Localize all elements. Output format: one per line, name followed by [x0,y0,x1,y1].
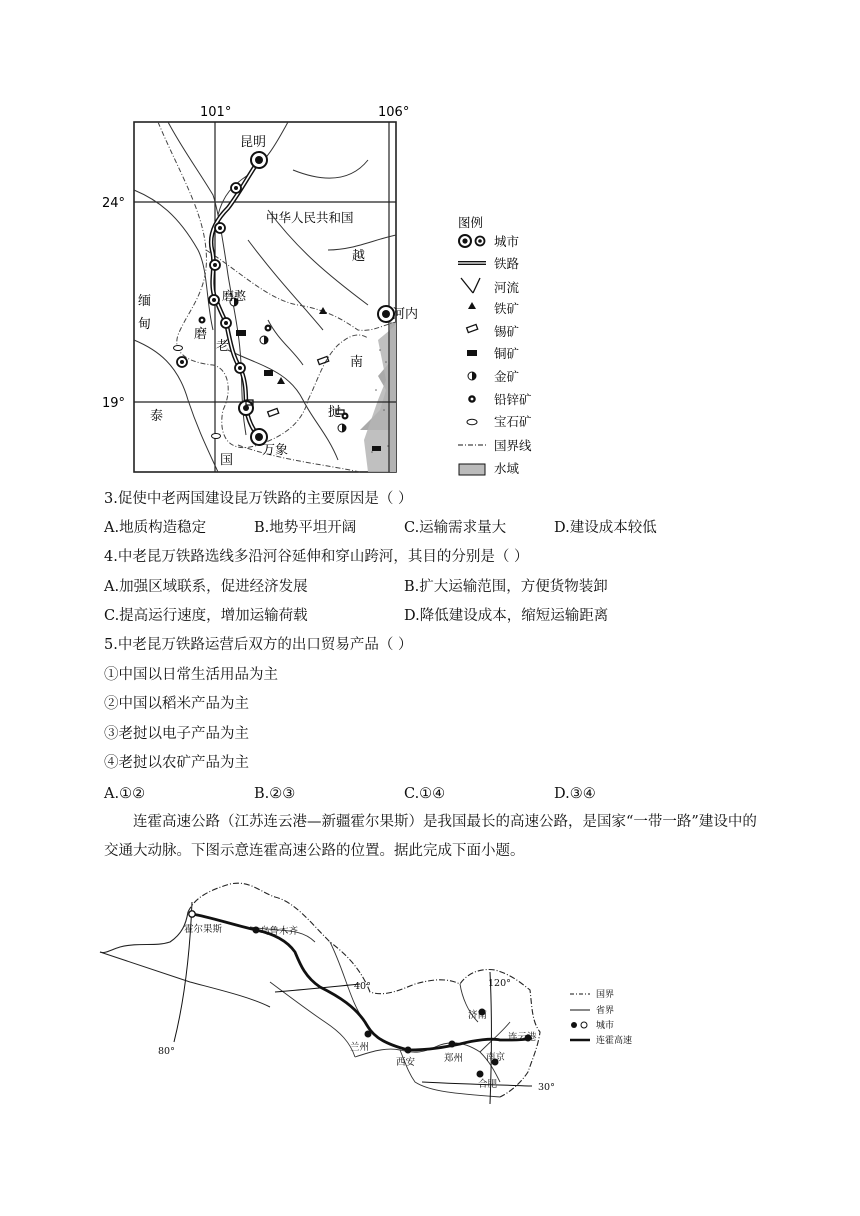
legend-river: 河流 [494,280,520,295]
label-wo: 挝 [328,405,342,420]
label-hanoi: 河内 [392,307,419,322]
legend-lead-zinc: 铅锌矿 [494,392,532,407]
question-3-stem: 3.促使中老两国建设昆万铁路的主要原因是（ ） [104,491,413,507]
label-vientiane: 万象 [262,443,289,458]
label-lianyungang: 连云港 [508,1032,537,1043]
label-yue: 越 [352,249,366,264]
label-nan: 南 [350,355,364,370]
label-prc: 中华人民共和国 [266,210,354,225]
label-mian: 缅 [138,294,152,309]
legend-expressway: 连霍高速 [596,1036,633,1046]
label-hefei: 合肥 [478,1079,498,1090]
legend-border: 国界线 [494,438,532,453]
q5-statement-1: ①中国以日常生活用品为主 [104,667,278,683]
legend-railway: 铁路 [494,256,520,271]
q5-statement-3: ③老挝以电子产品为主 [104,726,249,742]
q5-statement-2: ②中国以稻米产品为主 [104,696,249,712]
label-zhengzhou: 郑州 [444,1053,464,1064]
map1-legend [458,215,532,476]
lon-label-106: 106° [378,105,410,120]
lianhuo-intro-paragraph: 连霍高速公路（江苏连云港—新疆霍尔果斯）是我国最长的高速公路，是国家“一带一路”建设中的交通大动脉。下图示意连霍高速公路的位置。据此完成下面小题。 [104,814,757,859]
q3-option-a[interactable]: A.地质构造稳定 [104,520,207,536]
legend-gold: 金矿 [494,369,520,384]
label-kunming: 昆明 [240,135,267,150]
graticule-80: 80° [158,1046,175,1057]
q4-option-d[interactable]: D.降低建设成本，缩短运输距离 [404,608,609,624]
lon-label-101: 101° [200,105,232,120]
legend-iron: 铁矿 [494,301,520,316]
graticule-40: 40° [354,981,371,992]
legend-title: 图例 [458,215,484,230]
legend-water: 水域 [494,461,520,476]
q5-option-b[interactable]: B.②③ [254,786,296,802]
q4-option-b[interactable]: B.扩大运输范围，方便货物装卸 [404,579,608,595]
lianhuo-expressway-map [100,872,660,1112]
legend-city2: 城市 [596,1021,615,1031]
q5-option-c[interactable]: C.①④ [404,786,446,802]
q4-option-c[interactable]: C.提高运行速度，增加运输荷载 [104,608,308,624]
label-khorgos: 霍尔果斯 [184,924,223,935]
label-lanzhou: 兰州 [350,1042,370,1053]
label-mo: 磨 [194,327,208,342]
q3-option-b[interactable]: B.地势平坦开阔 [254,520,357,536]
q5-statement-4: ④老挝以农矿产品为主 [104,755,249,771]
label-guo: 国 [220,453,234,468]
label-lao: 老 [216,339,230,354]
q3-option-c[interactable]: C.运输需求量大 [404,520,507,536]
label-xian: 西安 [396,1057,416,1068]
q3-option-d[interactable]: D.建设成本较低 [554,520,657,536]
lat-label-24: 24° [102,196,126,211]
legend-gem: 宝石矿 [494,414,532,429]
q4-option-a[interactable]: A.加强区域联系，促进经济发展 [104,579,308,595]
legend-city: 城市 [494,234,520,249]
question-5-stem: 5.中老昆万铁路运营后双方的出口贸易产品（ ） [104,637,413,653]
map2-legend [570,989,632,1046]
q5-option-a[interactable]: A.①② [104,786,146,802]
question-4-stem: 4.中老昆万铁路选线多沿河谷延伸和穿山跨河，其目的分别是（ ） [104,549,529,565]
lat-label-19: 19° [102,396,126,411]
graticule-120: 120° [488,978,511,989]
label-mohan: 磨憨 [222,289,247,303]
q5-option-d[interactable]: D.③④ [554,786,596,802]
legend-national-border: 国界 [596,990,615,1000]
legend-copper: 铜矿 [494,346,520,361]
legend-provincial-border: 省界 [596,1006,615,1016]
label-nanjing: 南京 [486,1052,506,1063]
label-tai: 泰 [150,409,164,424]
label-urumqi: 乌鲁木齐 [260,926,299,937]
graticule-30: 30° [538,1082,555,1093]
label-dian: 甸 [138,317,152,332]
legend-tin: 锡矿 [494,324,520,339]
label-jinan: 济南 [468,1010,488,1021]
kunming-vientiane-railway-map [102,100,548,480]
